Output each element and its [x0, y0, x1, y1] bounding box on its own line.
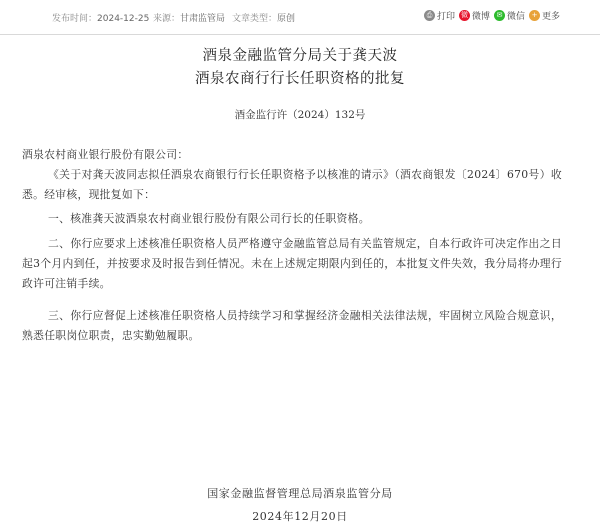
item-3: 三、你行应督促上述核准任职资格人员持续学习和掌握经济金融相关法律法规，牢固树立风险合规意识，熟悉任职岗位职责，忠实勤勉履职。 [22, 309, 562, 342]
more-share-button[interactable] [529, 9, 560, 22]
item-1: 一、核准龚天波酒泉农村商业银行股份有限公司行长的任职资格。 [48, 212, 370, 225]
issuing-authority: 国家金融监督管理总局酒泉监管分局 [207, 487, 393, 500]
document-title-line2: 酒泉农商行行长任职资格的批复 [195, 71, 405, 87]
wechat-share-button[interactable] [494, 9, 525, 22]
type-value: 原创 [277, 14, 296, 24]
wechat-icon: ✉ [494, 10, 505, 21]
article-type [232, 11, 295, 24]
print-icon: ⎙ [424, 10, 435, 21]
weibo-label: 微博 [472, 12, 491, 22]
source-label: 来源： [153, 14, 181, 24]
issue-date: 2024年12月20日 [252, 510, 348, 523]
type-label: 文章类型： [232, 14, 278, 24]
more-label: 更多 [542, 12, 561, 22]
item-2: 二、你行应要求上述核准任职资格人员严格遵守金融监管总局有关监管规定，自本行政许可决定作出之日起3个月内到任，并按要求及时报告到任情况。未在上述规定期限内到任的，本批复文件失效，我分局将办理行政许可注销手续。 [22, 237, 562, 290]
source-value: 甘肃监管局 [180, 14, 226, 24]
weibo-icon: 微 [461, 11, 468, 19]
print-button[interactable] [424, 9, 455, 22]
document-title-line1: 酒泉金融监管分局关于龚天波 [202, 48, 398, 64]
addressee: 酒泉农村商业银行股份有限公司： [22, 148, 189, 161]
weibo-share-button[interactable] [459, 9, 490, 22]
article-meta-bar [0, 0, 600, 35]
document-number: 酒金监行许（2024）132号 [234, 109, 366, 121]
publish-date-label: 发布时间： [52, 14, 98, 24]
article-source [153, 11, 225, 24]
publish-date [52, 11, 149, 24]
wechat-label: 微信 [507, 12, 526, 22]
more-icon: + [529, 10, 540, 21]
publish-date-value: 2024-12-25 [97, 14, 150, 24]
print-label: 打印 [437, 12, 456, 22]
paragraph-intro: 《关于对龚天波同志拟任酒泉农商银行行长任职资格予以核准的请示》（酒农商银发〔2024〕670号）收悉。经审核，现批复如下： [22, 168, 562, 201]
